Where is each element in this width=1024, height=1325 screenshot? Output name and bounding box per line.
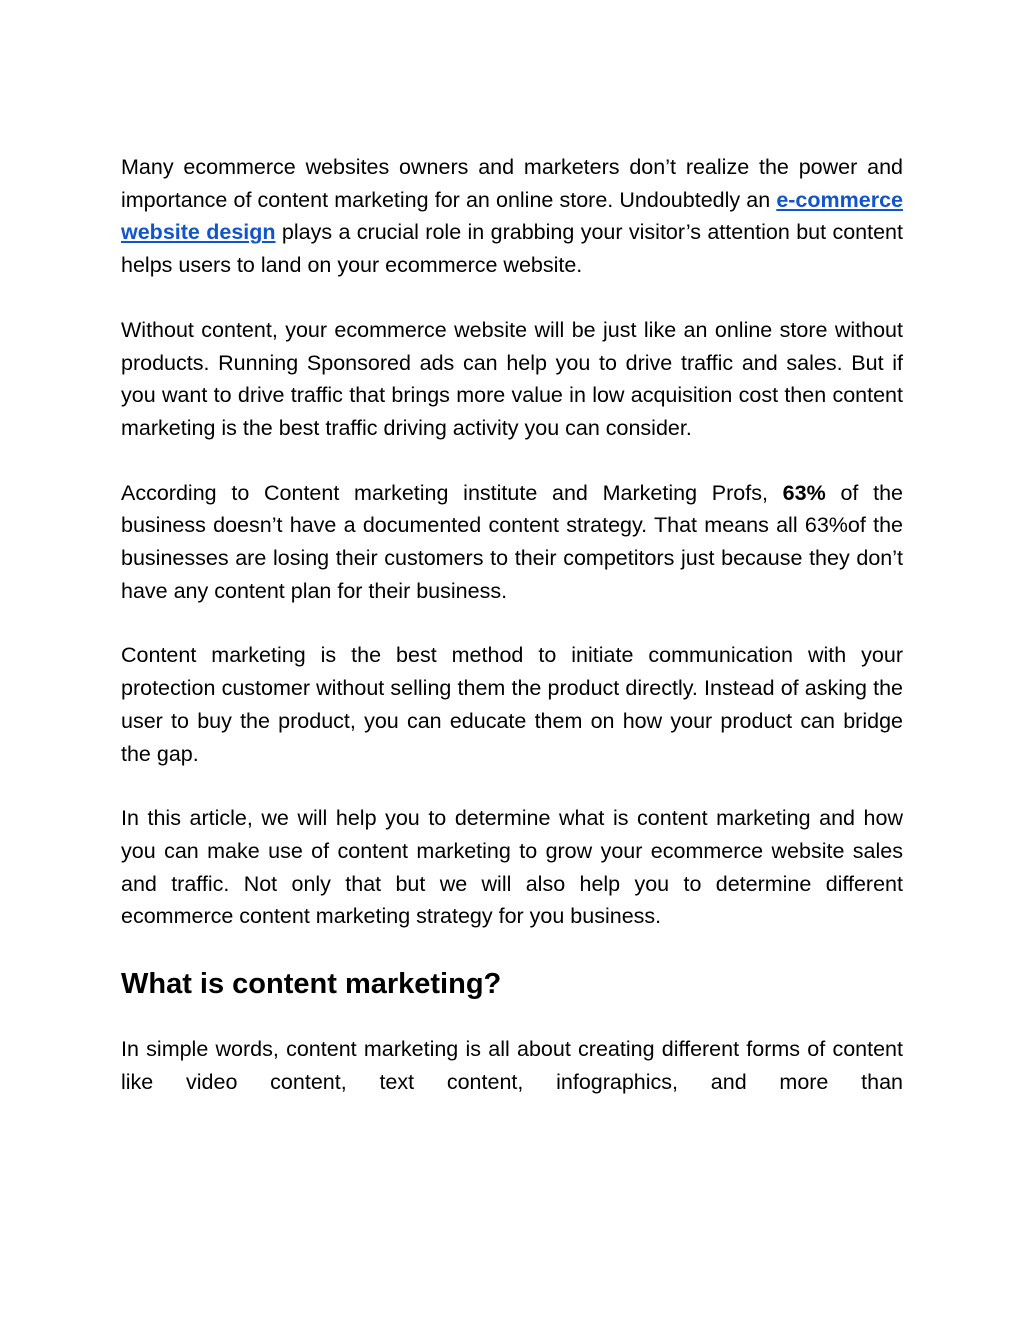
ecommerce-website-design-link[interactable]: e-commerce website design (121, 187, 903, 245)
statistics-text-before-bold: According to Content marketing institute and Marketing Profs, (121, 480, 783, 505)
without-content-paragraph: Without content, your ecommerce website will be just like an online store without products. Running Sponsored ads can help you to drive traffic and sales. But if you want to drive traffic that brings more value in low acquisition cost then content marketing is the best traffic driving activity you can consider. (121, 317, 903, 440)
document-page (121, 151, 903, 1130)
statistics-text-after-bold: of the business doesn’t have a documented content strategy. That means all 63%of the businesses are losing their customers to their competitors just because they don’t have any content plan for their business. (121, 480, 904, 603)
intro-paragraph (121, 151, 903, 282)
statistic-percentage: 63% (782, 480, 826, 505)
statistics-paragraph (121, 477, 903, 608)
definition-paragraph: In simple words, content marketing is all about creating different forms of content like video content, text content, infographics, and more than (121, 1037, 903, 1094)
communication-paragraph: Content marketing is the best method to initiate communication with your protection customer without selling them the product directly. Instead of asking the user to buy the product, you can educate them on how your product can bridge the gap. (121, 643, 903, 766)
intro-text-after-link: plays a crucial role in grabbing your visitor’s attention but content helps users to land on your ecommerce website. (121, 220, 903, 278)
section-heading: What is content marketing? (121, 968, 502, 1001)
intro-text-before-link: Many ecommerce websites owners and marketers don’t realize the power and importance of content marketing for an online store. Undoubtedly an (121, 155, 903, 212)
article-overview-paragraph: In this article, we will help you to determine what is content marketing and how you can make use of content marketing to grow your ecommerce website sales and traffic. Not only that but we will also help you to determine different ecommerce content marketing strategy for you business. (121, 806, 903, 929)
